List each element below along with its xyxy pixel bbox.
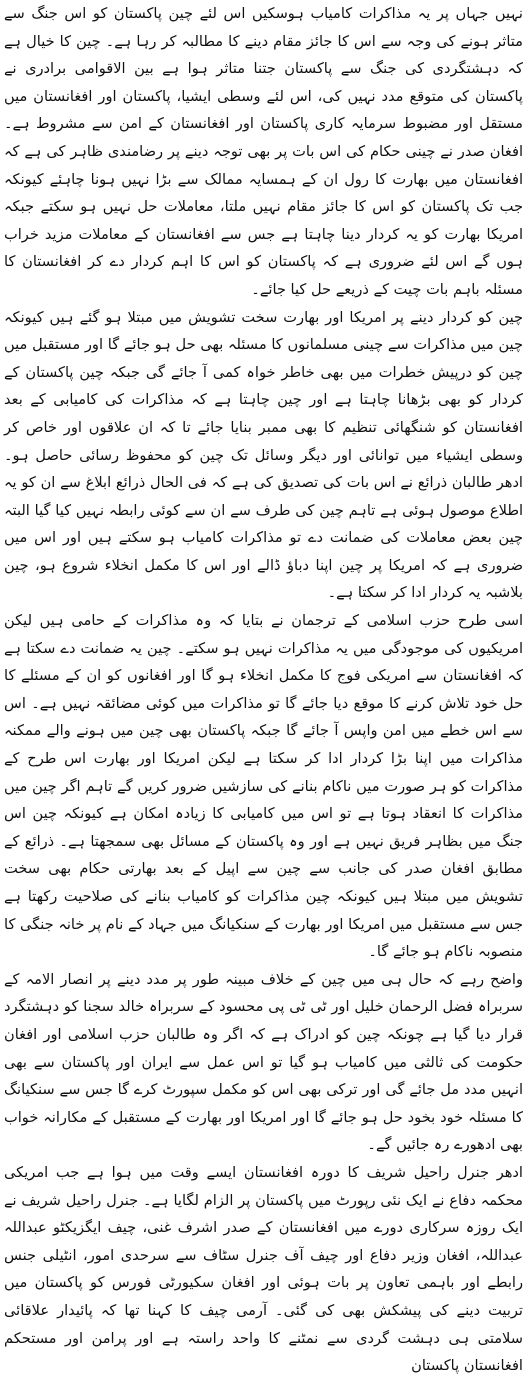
article-paragraph-2: چین کو کردار دینے پر امریکا اور بھارت سخت تشویش میں مبتلا ہو گئے ہیں کیونکہ چین میں مذاکرات سے چینی مسلمانوں کا مسئلہ بھی حل ہو جائے گا اور مستقبل میں چین کو درپیش خطرات میں بھی خاطر خواہ کمی آ جائے گی جبکہ چین پاکستان کے کردار کو بھی بڑھانا چاہتا ہے اور چین چاہتا ہے کہ مذاکرات کی کامیابی کے بعد افغانستان کو شنگھائی تنظیم کا بھی ممبر بنایا جائے تا کہ ان علاقوں اور خاص کر وسطی ایشیاء میں توانائی اور دیگر وسائل تک چین کو محفوظ رسائی حاصل ہو۔ ادھر طالبان ذرائع نے اس بات کی تصدیق کی ہے کہ فی الحال ذرائع ابلاغ سے ان کو یہ اطلاع موصول ہوئی ہے تاہم چین کی طرف سے ان سے کوئی رابطہ نہیں کیا گیا البتہ چین بعض معاملات کی ضمانت دے تو مذاکرات کامیاب ہو سکتے ہیں اور اس میں ضروری ہے کہ امریکا پر چین اپنا دباؤ ڈالے اور اس کا مکمل انخلاء شروع ہو، چین بلاشبہ یہ کردار ادا کر سکتا ہے۔ [4, 308, 523, 602]
article-paragraph-5: ادھر جنرل راحیل شریف کا دورہ افغانستان ایسے وقت میں ہوا ہے جب امریکی محکمہ دفاع نے ایک نئی رپورٹ میں پاکستان پر الزام لگایا ہے۔ جنرل راحیل شریف نے ایک روزہ سرکاری دورے میں افغانستان کے صدر اشرف غنی، چیف ایگزیکٹو عبداللہ عبداللہ، افغان وزیر دفاع اور چیف آف جنرل سٹاف سے سرحدی امور، انٹیلی جنس رابطے اور باہمی تعاون پر بات ہوئی اور افغان سکیورٹی فورس کو پاکستان میں تربیت دینے کی پیشکش بھی کی گئی۔ آرمی چیف کا کہنا تھا کہ پائیدار علاقائی سلامتی ہی دہشت گردی سے نمٹنے کا واحد راستہ ہے اور پرامن اور مستحکم افغانستان پاکستان [4, 1163, 523, 1375]
article-paragraph-3: اسی طرح حزب اسلامی کے ترجمان نے بتایا کہ وہ مذاکرات کے حامی ہیں لیکن امریکیوں کی موجودگی میں یہ مذاکرات نہیں ہو سکتے۔ چین یہ ضمانت دے سکتا ہے کہ افغانستان سے امریکی فوج کا مکمل انخلاء ہو گا اور افغانوں کو ان کے مسئلے کا حل خود تلاش کرنے کا موقع دیا جائے گا تو مذاکرات میں کوئی مضائقہ نہیں ہے۔ اس سے اس خطے میں امن واپس آ جائے گا جبکہ پاکستان بھی چین میں ہونے والے ممکنہ مذاکرات میں اپنا بڑا کردار ادا کر سکتا ہے لیکن امریکا اور بھارت اس طرح کے مذاکرات کو ہر صورت میں ناکام بنانے کی سازشیں ضرور کریں گے تاہم اگر چین میں مذاکرات کا انعقاد ہوتا ہے تو اس میں کامیابی کا زیادہ امکان ہے کیونکہ چین اس جنگ میں بظاہر فریق نہیں ہے اور وہ پاکستان کے مسائل بھی سمجھتا ہے۔ ذرائع کے مطابق افغان صدر کی جانب سے چین سے اپیل کے بعد بھارتی حکام بھی سخت تشویش میں مبتلا ہیں کیونکہ چین مذاکرات کو کامیاب بنانے کی صلاحیت رکھتا ہے جس سے مستقبل میں امریکا اور بھارت کے سنکیانگ میں جہاد کے نام پر خانہ جنگی کا منصوبہ ناکام ہو جائے گا۔ [4, 612, 523, 961]
article-paragraph-4: واضح رہے کہ حال ہی میں چین کے خلاف مبینہ طور پر مدد دینے پر انصار الامہ کے سربراہ فضل الرحمان خلیل اور ٹی ٹی پی محسود کے سربراہ خالد سجنا کو دہشتگرد قرار دیا گیا ہے چونکہ چین کو ادراک ہے کہ اگر وہ طالبان حزب اسلامی اور افغان حکومت کی ثالثی میں کامیاب ہو گیا تو اس عمل سے ایران اور پاکستان سے بھی انہیں مدد مل جائے گی اور ترکی بھی اس کو مکمل سپورٹ کرے گا جس سے سنکیانگ کا مسئلہ خود بخود حل ہو جائے گا اور امریکا اور بھارت کے مستقبل کے مکارانہ خواب بھی ادھورے رہ جائیں گے۔ [4, 970, 523, 1154]
article-paragraph-1: نہیں جہاں پر یہ مذاکرات کامیاب ہوسکیں اس لئے چین پاکستان کو اس جنگ سے متاثر ہونے کی وجہ سے اس کا جائز مقام دینے کا مطالبہ کر رہا ہے۔ چین کا خیال ہے کہ دہشتگردی کی جنگ سے پاکستان جتنا متاثر ہوا ہے بین الاقوامی برادری نے پاکستان کی متوقع مدد نہیں کی، اس لئے وسطی ایشیا، پاکستان اور افغانستان میں مستقل اور مضبوط سرمایہ کاری پاکستان اور افغانستان کے امن سے مشروط ہے۔ افغان صدر نے چینی حکام کی اس بات پر بھی توجہ دینے پر رضامندی ظاہر کی ہے کہ افغانستان میں بھارت کا رول ان کے ہمسایہ ممالک سے بڑا نہیں ہونا چاہئے کیونکہ جب تک پاکستان کو اس کا جائز مقام نہیں ملتا، معاملات حل نہیں ہو سکتے جبکہ امریکا بھارت کو یہ کردار دینا چاہتا ہے جس سے افغانستان کے معاملات مزید خراب ہوں گے اس لئے ضروری ہے کہ پاکستان کو اس کا اہم کردار دے کر افغانستان کا مسئلہ باہم بات چیت کے ذریعے حل کیا جائے۔ [4, 5, 523, 298]
